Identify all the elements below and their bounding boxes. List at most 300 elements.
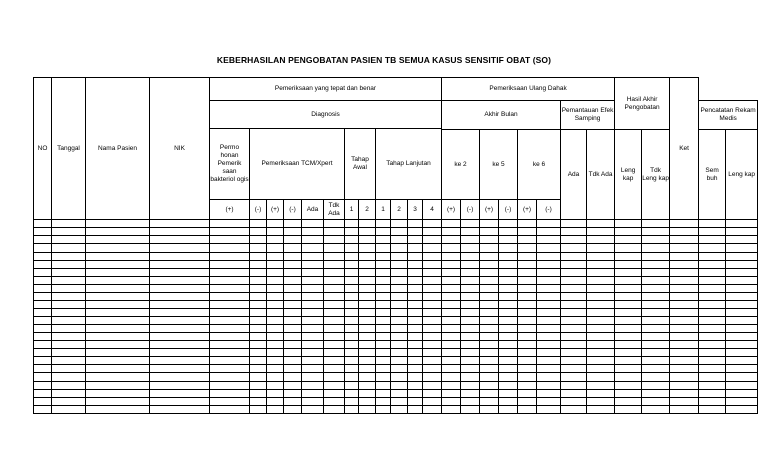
entry-cell[interactable] (537, 220, 561, 228)
entry-cell[interactable] (210, 260, 250, 268)
entry-cell[interactable] (324, 325, 345, 333)
entry-cell[interactable] (561, 300, 587, 308)
entry-cell[interactable] (302, 405, 324, 413)
entry-cell[interactable] (726, 389, 758, 397)
entry-cell[interactable] (615, 292, 642, 300)
entry-cell[interactable] (345, 268, 359, 276)
entry-cell[interactable] (518, 349, 537, 357)
entry-cell[interactable] (284, 357, 302, 365)
entry-cell[interactable] (52, 325, 86, 333)
entry-cell[interactable] (423, 220, 442, 228)
entry-cell[interactable] (210, 236, 250, 244)
entry-cell[interactable] (376, 341, 391, 349)
entry-cell[interactable] (34, 308, 52, 316)
entry-cell[interactable] (408, 268, 423, 276)
entry-cell[interactable] (615, 244, 642, 252)
entry-cell[interactable] (52, 300, 86, 308)
entry-cell[interactable] (518, 236, 537, 244)
entry-cell[interactable] (423, 292, 442, 300)
entry-cell[interactable] (642, 276, 670, 284)
entry-cell[interactable] (284, 308, 302, 316)
entry-cell[interactable] (726, 397, 758, 405)
entry-cell[interactable] (284, 236, 302, 244)
entry-cell[interactable] (615, 220, 642, 228)
entry-cell[interactable] (150, 333, 210, 341)
entry-cell[interactable] (34, 373, 52, 381)
entry-cell[interactable] (670, 373, 699, 381)
entry-cell[interactable] (359, 284, 376, 292)
entry-cell[interactable] (284, 389, 302, 397)
entry-cell[interactable] (302, 260, 324, 268)
entry-cell[interactable] (52, 308, 86, 316)
entry-cell[interactable] (284, 260, 302, 268)
entry-cell[interactable] (587, 276, 615, 284)
entry-cell[interactable] (345, 220, 359, 228)
entry-cell[interactable] (302, 349, 324, 357)
entry-cell[interactable] (537, 357, 561, 365)
entry-cell[interactable] (210, 244, 250, 252)
entry-cell[interactable] (408, 220, 423, 228)
entry-cell[interactable] (442, 381, 461, 389)
entry-cell[interactable] (34, 333, 52, 341)
entry-cell[interactable] (642, 308, 670, 316)
entry-cell[interactable] (461, 333, 480, 341)
entry-cell[interactable] (52, 292, 86, 300)
entry-cell[interactable] (150, 236, 210, 244)
entry-cell[interactable] (461, 341, 480, 349)
entry-cell[interactable] (537, 244, 561, 252)
entry-cell[interactable] (267, 284, 284, 292)
entry-cell[interactable] (150, 341, 210, 349)
entry-cell[interactable] (408, 244, 423, 252)
entry-cell[interactable] (423, 252, 442, 260)
entry-cell[interactable] (391, 373, 408, 381)
entry-cell[interactable] (86, 220, 150, 228)
entry-cell[interactable] (324, 389, 345, 397)
entry-cell[interactable] (302, 373, 324, 381)
entry-cell[interactable] (537, 236, 561, 244)
entry-cell[interactable] (52, 341, 86, 349)
entry-cell[interactable] (86, 325, 150, 333)
entry-cell[interactable] (423, 317, 442, 325)
entry-cell[interactable] (267, 228, 284, 236)
entry-cell[interactable] (408, 284, 423, 292)
entry-cell[interactable] (561, 220, 587, 228)
entry-cell[interactable] (86, 373, 150, 381)
entry-cell[interactable] (518, 228, 537, 236)
entry-cell[interactable] (442, 284, 461, 292)
entry-cell[interactable] (250, 389, 267, 397)
entry-cell[interactable] (267, 357, 284, 365)
entry-cell[interactable] (423, 325, 442, 333)
entry-cell[interactable] (699, 292, 726, 300)
entry-cell[interactable] (480, 397, 499, 405)
entry-cell[interactable] (210, 373, 250, 381)
entry-cell[interactable] (324, 381, 345, 389)
entry-cell[interactable] (150, 284, 210, 292)
entry-cell[interactable] (615, 308, 642, 316)
entry-cell[interactable] (267, 268, 284, 276)
entry-cell[interactable] (86, 349, 150, 357)
entry-cell[interactable] (442, 260, 461, 268)
entry-cell[interactable] (726, 236, 758, 244)
entry-cell[interactable] (391, 317, 408, 325)
entry-cell[interactable] (615, 365, 642, 373)
entry-cell[interactable] (461, 252, 480, 260)
entry-cell[interactable] (537, 292, 561, 300)
entry-cell[interactable] (423, 389, 442, 397)
entry-cell[interactable] (359, 333, 376, 341)
entry-cell[interactable] (537, 260, 561, 268)
entry-cell[interactable] (284, 317, 302, 325)
entry-cell[interactable] (324, 276, 345, 284)
entry-cell[interactable] (670, 308, 699, 316)
entry-cell[interactable] (52, 244, 86, 252)
entry-cell[interactable] (561, 244, 587, 252)
entry-cell[interactable] (267, 333, 284, 341)
entry-cell[interactable] (302, 341, 324, 349)
entry-cell[interactable] (442, 365, 461, 373)
entry-cell[interactable] (345, 260, 359, 268)
entry-cell[interactable] (359, 349, 376, 357)
entry-cell[interactable] (86, 252, 150, 260)
entry-cell[interactable] (480, 220, 499, 228)
entry-cell[interactable] (642, 405, 670, 413)
entry-cell[interactable] (324, 220, 345, 228)
entry-cell[interactable] (726, 244, 758, 252)
entry-cell[interactable] (642, 228, 670, 236)
entry-cell[interactable] (642, 349, 670, 357)
entry-cell[interactable] (210, 317, 250, 325)
entry-cell[interactable] (210, 268, 250, 276)
entry-cell[interactable] (561, 252, 587, 260)
entry-cell[interactable] (615, 300, 642, 308)
entry-cell[interactable] (359, 365, 376, 373)
entry-cell[interactable] (250, 276, 267, 284)
entry-cell[interactable] (699, 325, 726, 333)
entry-cell[interactable] (615, 260, 642, 268)
entry-cell[interactable] (376, 397, 391, 405)
entry-cell[interactable] (250, 252, 267, 260)
entry-cell[interactable] (670, 244, 699, 252)
entry-cell[interactable] (34, 268, 52, 276)
entry-cell[interactable] (302, 284, 324, 292)
entry-cell[interactable] (52, 260, 86, 268)
entry-cell[interactable] (250, 373, 267, 381)
entry-cell[interactable] (423, 349, 442, 357)
entry-cell[interactable] (699, 405, 726, 413)
entry-cell[interactable] (391, 236, 408, 244)
entry-cell[interactable] (359, 325, 376, 333)
entry-cell[interactable] (52, 317, 86, 325)
entry-cell[interactable] (670, 276, 699, 284)
entry-cell[interactable] (642, 381, 670, 389)
entry-cell[interactable] (376, 333, 391, 341)
entry-cell[interactable] (461, 357, 480, 365)
entry-cell[interactable] (423, 357, 442, 365)
entry-cell[interactable] (499, 349, 518, 357)
entry-cell[interactable] (537, 228, 561, 236)
entry-cell[interactable] (302, 389, 324, 397)
entry-cell[interactable] (442, 373, 461, 381)
entry-cell[interactable] (461, 260, 480, 268)
entry-cell[interactable] (345, 300, 359, 308)
entry-cell[interactable] (250, 405, 267, 413)
entry-cell[interactable] (480, 405, 499, 413)
entry-cell[interactable] (480, 308, 499, 316)
entry-cell[interactable] (210, 349, 250, 357)
entry-cell[interactable] (699, 381, 726, 389)
entry-cell[interactable] (324, 300, 345, 308)
entry-cell[interactable] (302, 333, 324, 341)
entry-cell[interactable] (699, 244, 726, 252)
entry-cell[interactable] (726, 268, 758, 276)
entry-cell[interactable] (376, 373, 391, 381)
entry-cell[interactable] (670, 357, 699, 365)
entry-cell[interactable] (391, 228, 408, 236)
entry-cell[interactable] (461, 397, 480, 405)
entry-cell[interactable] (376, 260, 391, 268)
entry-cell[interactable] (518, 308, 537, 316)
entry-cell[interactable] (480, 236, 499, 244)
entry-cell[interactable] (345, 276, 359, 284)
entry-cell[interactable] (518, 357, 537, 365)
entry-cell[interactable] (615, 325, 642, 333)
entry-cell[interactable] (324, 349, 345, 357)
entry-cell[interactable] (461, 381, 480, 389)
entry-cell[interactable] (150, 381, 210, 389)
entry-cell[interactable] (376, 308, 391, 316)
entry-cell[interactable] (726, 333, 758, 341)
entry-cell[interactable] (150, 397, 210, 405)
entry-cell[interactable] (324, 308, 345, 316)
entry-cell[interactable] (699, 260, 726, 268)
entry-cell[interactable] (345, 325, 359, 333)
entry-cell[interactable] (34, 341, 52, 349)
entry-cell[interactable] (359, 300, 376, 308)
entry-cell[interactable] (537, 381, 561, 389)
entry-cell[interactable] (461, 389, 480, 397)
entry-cell[interactable] (561, 349, 587, 357)
entry-cell[interactable] (52, 357, 86, 365)
entry-cell[interactable] (699, 397, 726, 405)
entry-cell[interactable] (210, 252, 250, 260)
entry-cell[interactable] (210, 397, 250, 405)
entry-cell[interactable] (587, 252, 615, 260)
entry-cell[interactable] (587, 397, 615, 405)
entry-cell[interactable] (442, 308, 461, 316)
entry-cell[interactable] (34, 349, 52, 357)
entry-cell[interactable] (726, 276, 758, 284)
entry-cell[interactable] (561, 397, 587, 405)
entry-cell[interactable] (699, 220, 726, 228)
entry-cell[interactable] (324, 244, 345, 252)
entry-cell[interactable] (442, 317, 461, 325)
entry-cell[interactable] (284, 333, 302, 341)
entry-cell[interactable] (615, 349, 642, 357)
entry-cell[interactable] (480, 244, 499, 252)
entry-cell[interactable] (302, 365, 324, 373)
entry-cell[interactable] (86, 341, 150, 349)
entry-cell[interactable] (615, 389, 642, 397)
entry-cell[interactable] (587, 220, 615, 228)
entry-cell[interactable] (499, 373, 518, 381)
entry-cell[interactable] (345, 252, 359, 260)
entry-cell[interactable] (345, 236, 359, 244)
entry-cell[interactable] (391, 333, 408, 341)
entry-cell[interactable] (408, 308, 423, 316)
entry-cell[interactable] (376, 300, 391, 308)
entry-cell[interactable] (480, 260, 499, 268)
entry-cell[interactable] (480, 276, 499, 284)
entry-cell[interactable] (699, 252, 726, 260)
entry-cell[interactable] (615, 317, 642, 325)
entry-cell[interactable] (408, 236, 423, 244)
entry-cell[interactable] (461, 317, 480, 325)
entry-cell[interactable] (699, 236, 726, 244)
entry-cell[interactable] (267, 252, 284, 260)
entry-cell[interactable] (561, 341, 587, 349)
entry-cell[interactable] (642, 268, 670, 276)
entry-cell[interactable] (615, 236, 642, 244)
entry-cell[interactable] (423, 308, 442, 316)
entry-cell[interactable] (408, 260, 423, 268)
entry-cell[interactable] (359, 268, 376, 276)
entry-cell[interactable] (34, 381, 52, 389)
entry-cell[interactable] (34, 397, 52, 405)
entry-cell[interactable] (250, 325, 267, 333)
entry-cell[interactable] (408, 389, 423, 397)
entry-cell[interactable] (267, 260, 284, 268)
entry-cell[interactable] (250, 284, 267, 292)
entry-cell[interactable] (423, 381, 442, 389)
entry-cell[interactable] (267, 373, 284, 381)
entry-cell[interactable] (442, 236, 461, 244)
entry-cell[interactable] (52, 268, 86, 276)
entry-cell[interactable] (150, 357, 210, 365)
entry-cell[interactable] (284, 276, 302, 284)
entry-cell[interactable] (480, 373, 499, 381)
entry-cell[interactable] (359, 252, 376, 260)
entry-cell[interactable] (150, 228, 210, 236)
entry-cell[interactable] (442, 333, 461, 341)
entry-cell[interactable] (518, 317, 537, 325)
entry-cell[interactable] (376, 317, 391, 325)
entry-cell[interactable] (210, 389, 250, 397)
entry-cell[interactable] (359, 357, 376, 365)
entry-cell[interactable] (615, 228, 642, 236)
entry-cell[interactable] (561, 276, 587, 284)
entry-cell[interactable] (345, 405, 359, 413)
entry-cell[interactable] (699, 365, 726, 373)
entry-cell[interactable] (345, 381, 359, 389)
entry-cell[interactable] (642, 244, 670, 252)
entry-cell[interactable] (376, 381, 391, 389)
entry-cell[interactable] (561, 405, 587, 413)
entry-cell[interactable] (587, 381, 615, 389)
entry-cell[interactable] (359, 276, 376, 284)
entry-cell[interactable] (726, 220, 758, 228)
entry-cell[interactable] (642, 260, 670, 268)
entry-cell[interactable] (480, 389, 499, 397)
entry-cell[interactable] (518, 252, 537, 260)
entry-cell[interactable] (518, 268, 537, 276)
entry-cell[interactable] (561, 268, 587, 276)
entry-cell[interactable] (408, 300, 423, 308)
entry-cell[interactable] (34, 284, 52, 292)
entry-cell[interactable] (423, 365, 442, 373)
entry-cell[interactable] (480, 333, 499, 341)
entry-cell[interactable] (699, 276, 726, 284)
entry-cell[interactable] (518, 300, 537, 308)
entry-cell[interactable] (499, 317, 518, 325)
entry-cell[interactable] (86, 228, 150, 236)
entry-cell[interactable] (34, 220, 52, 228)
entry-cell[interactable] (518, 365, 537, 373)
entry-cell[interactable] (324, 292, 345, 300)
entry-cell[interactable] (587, 308, 615, 316)
entry-cell[interactable] (518, 276, 537, 284)
entry-cell[interactable] (699, 373, 726, 381)
entry-cell[interactable] (391, 341, 408, 349)
entry-cell[interactable] (408, 381, 423, 389)
entry-cell[interactable] (345, 373, 359, 381)
entry-cell[interactable] (345, 341, 359, 349)
entry-cell[interactable] (587, 260, 615, 268)
entry-cell[interactable] (561, 357, 587, 365)
entry-cell[interactable] (670, 268, 699, 276)
entry-cell[interactable] (284, 405, 302, 413)
entry-cell[interactable] (86, 333, 150, 341)
entry-cell[interactable] (267, 325, 284, 333)
entry-cell[interactable] (518, 373, 537, 381)
entry-cell[interactable] (250, 357, 267, 365)
entry-cell[interactable] (52, 236, 86, 244)
entry-cell[interactable] (284, 268, 302, 276)
entry-cell[interactable] (345, 292, 359, 300)
entry-cell[interactable] (499, 244, 518, 252)
entry-cell[interactable] (587, 228, 615, 236)
entry-cell[interactable] (670, 317, 699, 325)
entry-cell[interactable] (391, 284, 408, 292)
entry-cell[interactable] (537, 397, 561, 405)
entry-cell[interactable] (408, 365, 423, 373)
entry-cell[interactable] (461, 268, 480, 276)
entry-cell[interactable] (284, 220, 302, 228)
entry-cell[interactable] (359, 308, 376, 316)
entry-cell[interactable] (423, 373, 442, 381)
entry-cell[interactable] (423, 268, 442, 276)
entry-cell[interactable] (423, 228, 442, 236)
entry-cell[interactable] (150, 292, 210, 300)
entry-cell[interactable] (480, 357, 499, 365)
entry-cell[interactable] (52, 228, 86, 236)
entry-cell[interactable] (499, 333, 518, 341)
entry-cell[interactable] (670, 405, 699, 413)
entry-cell[interactable] (408, 341, 423, 349)
entry-cell[interactable] (345, 284, 359, 292)
entry-cell[interactable] (52, 389, 86, 397)
entry-cell[interactable] (518, 220, 537, 228)
entry-cell[interactable] (302, 381, 324, 389)
entry-cell[interactable] (442, 405, 461, 413)
entry-cell[interactable] (150, 325, 210, 333)
entry-cell[interactable] (518, 389, 537, 397)
entry-cell[interactable] (359, 236, 376, 244)
entry-cell[interactable] (537, 325, 561, 333)
entry-cell[interactable] (442, 325, 461, 333)
entry-cell[interactable] (642, 341, 670, 349)
